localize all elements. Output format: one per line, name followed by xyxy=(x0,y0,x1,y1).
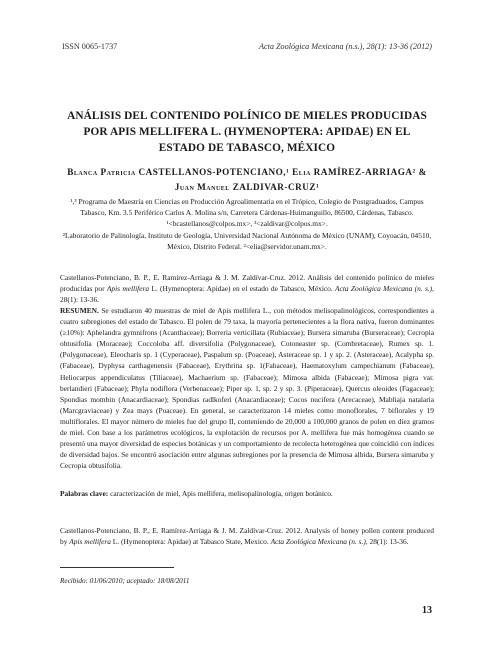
abstract-text: Se estudiaron 40 muestras de miel de Apis mellifera L., con métodos melisopalinológicos, correspondientes a cuatro subregiones del estado de Tabasco. El polen de 79 taxa, la mayoría pertenecientes a la flora nativa, fueron dominantes (≥10%): Aphelandra gymnifrons (Acanthaceae); Borreria verticillata (Rubiaceae); Bursera simaruba (Burseraceae); Cecropia obtusifolia (Moraceae); Coccoloba aff. diversifolia (Polygonaceae), Cotoneaster sp. (Combretaceae), Rumex sp. 1. (Polygonaceae), Eleocharis sp. 1 (Cyperaceae), Paspalum sp. (Poaceae), Asteraceae sp. 1 y sp. 2. (Asteraceae), Acalypha sp. (Fabaceae), Dyphysa carthagenensis (Fabaceae), Erythrina sp. 1(Fabaceae), Haematoxylum campechianum (Fabaceae), Heliocarpus appendiculatus (Tiliaceae), Machaerium sp. (Fabaceae); Mimosa albida (Fabaceae); Mimosa pigra var. berlandieri (Fabaceae); Phyla nodiflora (Verbenaceae); Piper sp. 1, sp. 2 y sp. 3. (Piperaceae), Quercus oleoides (Fagaceae); Spondias mombin (Anacardiaceae); Spondias radlkoferi (Anacardiaceae); Cocos nucifera (Arecaceae), Mabliaja natalaria (Marcgraviaceae) y Zea mays (Poaceae). En general, se caracterizaron 14 mieles como monoflorales, 7 biflorales y 19 multiflorales. El mayor número de mieles fue del grupo II, conteniendo de 20,000 a 100,000 granos de polen en diez gramos de miel. Con base a los parámetros ecológicos, la explotación de recursos por A. mellifera fue más homogénea cuando se presentó una mayor diversidad de especies botánicas y un comportamiento de recolecta heterogénea que coincidió con índices de diversidad bajos. Se encontró asociación entre algunas subregiones por la presencia de Mimosa albida, Bursera simaruba y Cecropia obtusifolia. xyxy=(60,306,434,471)
issn: ISSN 0065-1737 xyxy=(62,42,118,51)
citation-en-rest: L. (Hymenoptera: Apidae) at Tabasco State, Mexico. xyxy=(112,537,269,547)
citation-en-journal: Acta Zoológica Mexicana (n. s.), xyxy=(270,537,368,547)
journal-reference: Acta Zoológica Mexicana (n.s.), 28(1): 13-36 (2012) xyxy=(258,42,432,51)
author-list: Blanca Patricia CASTELLANOS-POTENCIANO,¹ Elia RAMÍREZ-ARRIAGA² & Juan Manuel ZALDIVAR-CRUZ¹ xyxy=(67,167,427,192)
citation-species: Apis mellifera xyxy=(106,284,150,294)
citation-en-volume: 28(1): 13-36. xyxy=(369,537,409,547)
citation-authors: Castellanos-Potenciano, B. P., E. Ramírez-Arriaga & J. M. Zaldívar-Cruz. 2012. Análisis del contenido polínico de mieles producidas por xyxy=(60,273,434,294)
citation-en-species: Apis mellifera xyxy=(69,537,111,547)
citation-en-authors: Castellanos-Potenciano, B. P., E. Ramírez-Arriaga & J. M. Zaldívar-Cruz. 2012. Analysis of honey pollen content produced by xyxy=(60,526,434,547)
keywords-text: caracterización de miel, Apis mellifera, melisopalinología, origen botánico. xyxy=(110,489,333,498)
citation-volume: 28(1): 13-36. xyxy=(60,295,99,305)
received-date: Recibido: 01/06/2010; aceptado: 18/08/2011 xyxy=(60,577,190,585)
citation-english xyxy=(60,525,434,547)
keywords-label: Palabras clave: xyxy=(60,489,109,498)
citation-journal: Acta Zoológica Mexicana (n. s.), xyxy=(335,284,434,294)
abstract-label: RESUMEN. xyxy=(60,306,99,315)
affiliation-2: ²Laboratorio de Palinología, Instituto de Geología, Universidad Nacional Autónoma de México (UNAM), Coyoacán, 04510, México, Distrito Federal. ²<elia@servidor.unam.mx>. xyxy=(62,231,432,251)
affiliation-1: ¹,³ Programa de Maestría en Ciencias en Producción Agroalimentaria en el Trópico, Colegio de Postgraduados, Campus Tabasco, Km. 3.5 Periférico Carlos A. Molina s/n, Carretera Cárdenas-Huimanguillo, 86500, Cárdenas, Tabasco. ¹<bcastellanos@colpos.mx>, ³<zaldivar@colpos.mx>. xyxy=(70,197,424,228)
article-title: ANÁLISIS DEL CONTENIDO POLÍNICO DE MIELES PRODUCIDAS POR APIS MELLIFERA L. (HYMENOPTERA: APIDAE) EN EL ESTADO DE TABASCO, MÉXICO xyxy=(67,110,427,154)
abstract-spanish xyxy=(60,305,434,471)
citation-rest: L. (Hymenoptera: Apidae) en el estado de Tabasco, México. xyxy=(151,284,333,294)
citation-spanish xyxy=(60,272,434,305)
page-number: 13 xyxy=(422,605,432,616)
footnote-divider xyxy=(60,567,174,568)
keywords xyxy=(60,488,434,499)
